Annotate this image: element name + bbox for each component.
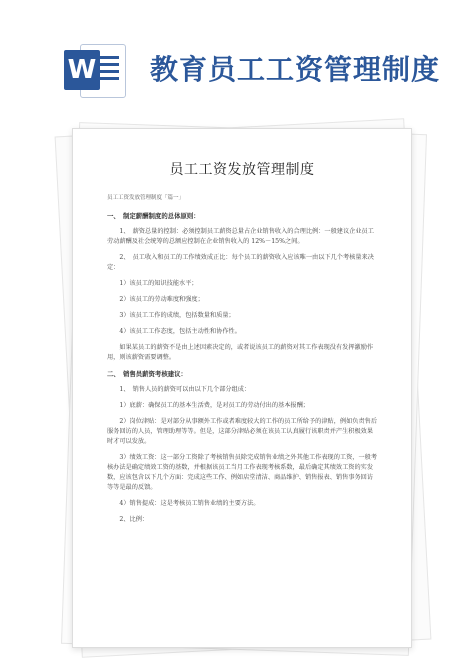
paragraph: 如果某员工的薪资不是由上述因素决定的，或者说该员工的薪资对其工作表现没有发挥激励作用，则该薪资需要调整。 (107, 344, 374, 361)
paragraph: 2、 员工收入和员工的工作绩效成正比：每个员工的薪资收入应该唯一由以下几个考核量来决定： (107, 254, 374, 271)
section-heading: 二、 销售员薪资考核建议： (107, 370, 187, 378)
page-title: 教育员工工资管理制度 (150, 53, 441, 86)
list-item: 2）该员工的劳动难度和强度； (119, 296, 204, 303)
list-item: 3）绩效工资：这一部分工资除了考核销售员除完成销售业绩之外其他工作表现的工资，一般考核办法是确定绩效工资的基数，并根据该员工当月工作表现考核系数，最后确定其绩效工资的实发数，应该包含以下几个方面：完成这些工作、例如店堂清洁、商品维护、销售报表、销售事务回访等等是最的反馈。 (107, 454, 378, 491)
document-line (97, 77, 119, 80)
paragraph: 1、 销售人员的薪资可以由以下几个部分组成： (119, 386, 251, 393)
document-line (97, 70, 119, 73)
header (0, 0, 474, 120)
document-line (97, 63, 119, 66)
paragraph: 2、比例： (119, 516, 149, 523)
list-item: 2）岗位津贴：是对部分从事额外工作或者难度较大的工作的员工所给予的津贴，例如负责售后服务回访的人员，管理助理等等。但是，这部分津贴必须在该员工认真履行该职责并产生积极效果时才可以发放。 (107, 418, 378, 445)
document-title: 员工工资发放管理制度 (169, 162, 315, 178)
word-document-icon (64, 44, 126, 96)
word-logo-letter: W (64, 50, 100, 90)
document-line (97, 56, 119, 59)
list-item: 4）销售提成：这是考核员工销售业绩的主要方法。 (119, 500, 260, 507)
list-item: 3）该员工工作的成绩，包括数量和质量； (119, 312, 235, 319)
list-item: 1）底薪：确保员工的基本生活费，是对员工的劳动付出的基本报酬； (119, 402, 309, 409)
paragraph: 1、 薪资总量的控制：必须控制员工薪资总量占企业销售收入的合理比例：一般建议企业员工劳动薪酬及社会统筹的总额应控制在企业销售收入的 12%－15%之间。 (107, 228, 374, 245)
section-heading: 一、 制定薪酬制度的总体原则： (107, 212, 200, 220)
list-item: 1）该员工的知识技能水平； (119, 280, 198, 287)
document-page (72, 128, 412, 648)
list-item: 4）该员工工作态度，包括主动性和协作性。 (119, 328, 241, 335)
document-subtitle: 员工工资发放管理制度「篇一」 (107, 195, 185, 201)
